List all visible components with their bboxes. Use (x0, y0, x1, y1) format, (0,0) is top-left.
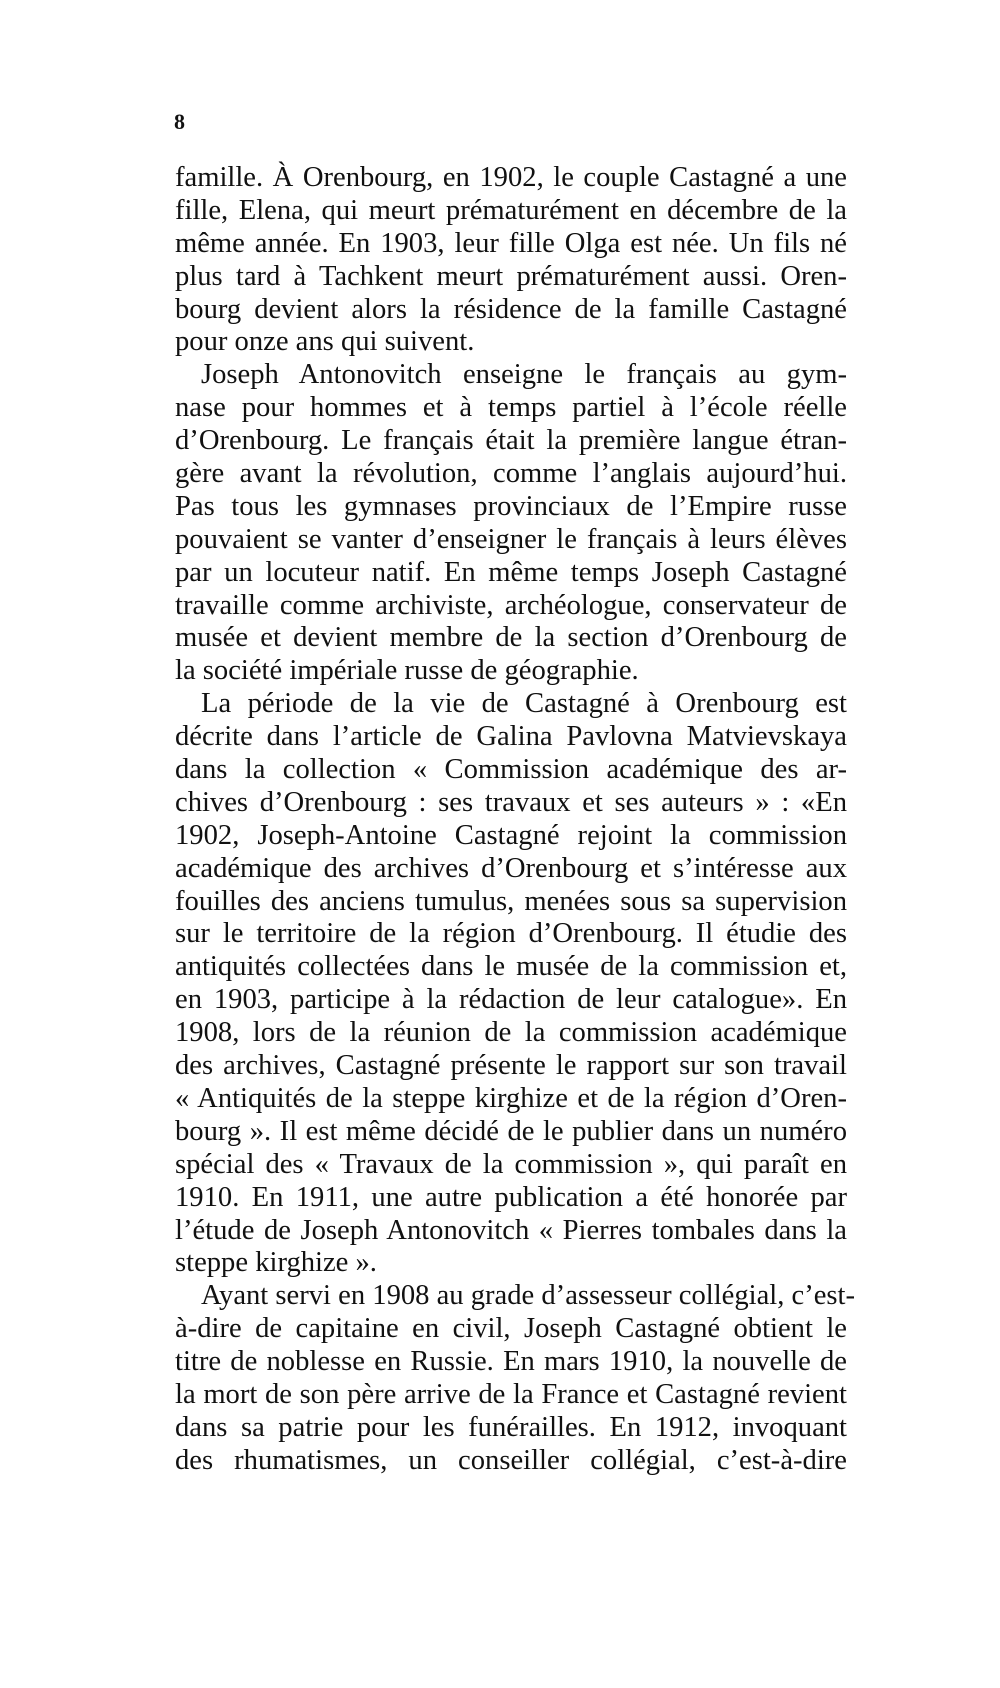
text-line: académique des archives d’Orenbourg et s’intéresse aux (175, 852, 847, 884)
text-line: Ayant servi en 1908 au grade d’assesseur collégial, c’est- (201, 1280, 855, 1312)
text-line: nase pour hommes et à temps partiel à l’école réelle (175, 392, 847, 424)
text-line: Pas tous les gymnases provinciaux de l’Empire russe (175, 490, 847, 522)
text-line: pour onze ans qui suivent. (175, 326, 475, 358)
text-line: sur le territoire de la région d’Orenbourg. Il étudie des (175, 918, 847, 950)
paragraph (175, 162, 847, 359)
text-line: chives d’Orenbourg : ses travaux et ses auteurs » : «En (175, 786, 847, 818)
text-line: La période de la vie de Castagné à Orenbourg est (201, 688, 847, 720)
paragraph (175, 1280, 855, 1477)
text-line: fille, Elena, qui meurt prématurément en décembre de la (175, 194, 847, 226)
text-line: l’étude de Joseph Antonovitch « Pierres tombales dans la (175, 1214, 847, 1246)
text-line: musée et devient membre de la section d’Orenbourg de (175, 622, 847, 654)
text-line: spécial des « Travaux de la commission », qui paraît en (175, 1148, 847, 1180)
text-line: bourg ». Il est même décidé de le publier dans un numéro (175, 1115, 847, 1147)
text-line: pouvaient se vanter d’enseigner le français à leurs élèves (175, 523, 847, 555)
text-line: famille. À Orenbourg, en 1902, le couple Castagné a une (175, 162, 847, 193)
text-line: dans sa patrie pour les funérailles. En 1912, invoquant (175, 1411, 847, 1443)
text-line: Joseph Antonovitch enseigne le français au gym- (201, 359, 847, 391)
paragraph (175, 688, 847, 1280)
text-line: plus tard à Tachkent meurt prématurément aussi. Oren- (175, 260, 847, 292)
text-line: titre de noblesse en Russie. En mars 1910, la nouvelle de (175, 1346, 847, 1378)
text-line: la société impériale russe de géographie. (175, 655, 639, 687)
text-line: 1902, Joseph-Antoine Castagné rejoint la commission (175, 819, 847, 851)
text-line: en 1903, participe à la rédaction de leur catalogue». En (175, 984, 847, 1016)
page-number: 8 (174, 109, 185, 134)
text-line: même année. En 1903, leur fille Olga est née. Un fils né (175, 227, 847, 259)
text-line: la mort de son père arrive de la France et Castagné revient (175, 1378, 847, 1410)
text-line: « Antiquités de la steppe kirghize et de la région d’Oren- (175, 1082, 847, 1114)
text-line: par un locuteur natif. En même temps Joseph Castagné (175, 556, 847, 588)
text-line: à-dire de capitaine en civil, Joseph Castagné obtient le (175, 1313, 847, 1345)
text-line: des rhumatismes, un conseiller collégial, c’est-à-dire (175, 1444, 847, 1476)
text-line: des archives, Castagné présente le rapport sur son travail (175, 1050, 847, 1082)
text-line: steppe kirghize ». (175, 1247, 377, 1279)
text-line: bourg devient alors la résidence de la famille Castagné (175, 293, 847, 325)
text-line: décrite dans l’article de Galina Pavlovna Matvievskaya (175, 721, 847, 753)
text-line: gère avant la révolution, comme l’anglais aujourd’hui. (175, 458, 847, 490)
text-line: antiquités collectées dans le musée de la commission et, (175, 951, 847, 983)
text-line: 1910. En 1911, une autre publication a été honorée par (175, 1181, 847, 1213)
text-line: fouilles des anciens tumulus, menées sous sa supervision (175, 885, 847, 917)
text-line: travaille comme archiviste, archéologue, conservateur de (175, 589, 847, 621)
text-line: dans la collection « Commission académique des ar- (175, 754, 847, 786)
text-line: d’Orenbourg. Le français était la première langue étran- (175, 425, 847, 457)
body-text (175, 162, 855, 1478)
paragraph (175, 359, 847, 688)
text-line: 1908, lors de la réunion de la commission académique (175, 1017, 847, 1049)
